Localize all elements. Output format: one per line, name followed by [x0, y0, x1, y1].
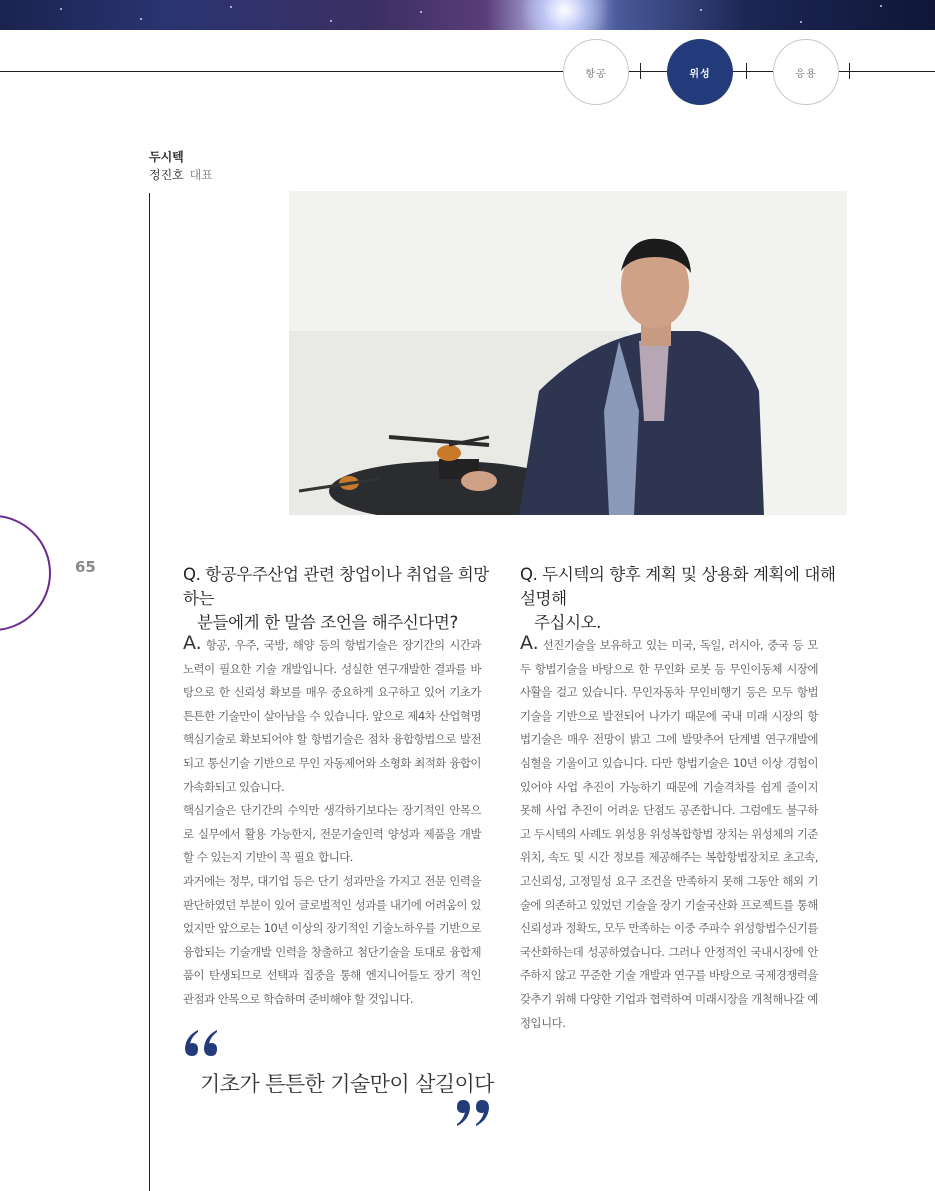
- banner-star: [800, 21, 802, 23]
- left-question: [183, 563, 503, 635]
- close-quote-icon: [454, 1098, 492, 1132]
- vertical-rule: [149, 193, 150, 1191]
- right-answer-p1: 선진기술을 보유하고 있는 미국, 독일, 러시아, 중국 등 모두 항법기술을 바탕으로 한 무인화 로봇 등 무인이동체 시장에 사활을 걸고 있습니다. 무인자동차 무인비행기 등은 모두 항법기술을 기반으로 발전되어 나가기 때문에 국내 미래 시장의 항법기술은 매우 전망이 밝고 그에 발맞추어 단계별 연구개발에 심혈을 기울이고 있습니다. 다만 항법기술은 10년 이상 경험이 있어야 사업 추진이 가능하기 때문에 기술격차를 쉽게 줄이지 못해 사업 추진이 어려운 단점도 공존합니다. 그럼에도 불구하고 두시텍의 사례도 위성용 위성복합항법 장치는 위성체의 기준위치, 속도 및 시간 정보를 제공해주는 복합항법장치로 초고속, 고신뢰성, 고정밀성 요구 조건을 만족하지 못해 그동안 해외 기술에 의존하고 있었던 기술을 장기 기술국산화 프로젝트를 통해 신뢰성과 정확도, 모두 만족하는 이중 주파수 위성항법수신기를 국산화하는데 성공하였습니다. 그러나 안정적인 국내시장에 안주하지 않고 꾸준한 기술 개발과 연구를 바탕으로 국제경쟁력을 갖추기 위해 다양한 기업과 협력하여 미래시장을 개척해나갈 예정입니다.: [520, 638, 818, 1030]
- banner-star: [330, 20, 332, 22]
- interviewee-line: [149, 166, 213, 183]
- nav-tick: [746, 63, 747, 79]
- left-answer-mark: A.: [183, 632, 202, 654]
- left-answer-p3: 과거에는 정부, 대기업 등은 단기 성과만을 가지고 전문 인력을 판단하였던 부분이 있어 글로벌적인 성과를 내기에 어려움이 있었지만 앞으로는 10년 이상의 장기적인 기술노하우를 기반으로 융합되는 기술개발 인력을 창출하고 첨단기술을 토대로 융합제품이 탄생되므로 선택과 집중을 통해 엔지니어들도 장기 적인 관점과 안목으로 학습하며 준비해야 할 것입니다.: [183, 873, 481, 1006]
- banner-star: [230, 6, 232, 8]
- right-answer: [520, 632, 818, 1035]
- left-question-line1: Q. 항공우주산업 관련 창업이나 취업을 희망하는: [183, 565, 489, 608]
- right-answer-mark: A.: [520, 632, 539, 654]
- interviewee-role: 대표: [189, 168, 213, 182]
- left-question-line2: 분들에게 한 말씀 조언을 해주신다면?: [197, 613, 458, 632]
- pull-quote-text: 기초가 튼튼한 기술만이 살길이다: [200, 1072, 494, 1096]
- open-quote-icon: [182, 1028, 220, 1062]
- right-question-line1: Q. 두시텍의 향후 계획 및 상용화 계획에 대해 설명해: [520, 565, 836, 608]
- left-answer-p1: 항공, 우주, 국방, 해양 등의 항법기술은 장기간의 시간과 노력이 필요한 기술 개발입니다. 성실한 연구개발한 결과를 바탕으로 한 신뢰성 확보를 매우 중요하게 요구하고 있어 기초가 튼튼한 기술만이 살아남을 수 있습니다. 앞으로 제4차 산업혁명 핵심기술로 확보되어야 할 항법기술은 점차 융합항법으로 발전 되고 통신기술 기반으로 무인 자동제어와 소형화 최적화 융합이 가속화되고 있습니다.: [183, 638, 481, 794]
- banner-star: [60, 8, 62, 10]
- banner-star: [140, 18, 142, 20]
- banner-star: [420, 11, 422, 13]
- nav-rule: [627, 71, 667, 72]
- interviewee-photo: [289, 191, 847, 515]
- banner-star: [880, 5, 882, 7]
- nav-tab-application[interactable]: 응용: [773, 39, 839, 105]
- right-question: [520, 563, 840, 635]
- right-question-line2: 주십시오.: [534, 613, 602, 632]
- nav-tab-satellite[interactable]: 위성: [667, 39, 733, 105]
- nav-rule: [728, 71, 773, 72]
- nav-rule: [0, 71, 565, 72]
- nav-tick: [849, 63, 850, 79]
- left-answer-p2: 핵심기술은 단기간의 수익만 생각하기보다는 장기적인 안목으로 실무에서 활용 가능한지, 전문기술인력 양성과 제품을 개발 할 수 있는지 기반이 꼭 필요 합니다.: [183, 803, 481, 865]
- banner-light-flare: [520, 0, 610, 30]
- page-number-arc: [0, 515, 51, 631]
- nav-tab-aviation[interactable]: 항공: [563, 39, 629, 105]
- photo-illustration: [289, 191, 847, 515]
- company-name: 두시텍: [149, 150, 184, 164]
- banner-star: [700, 9, 702, 11]
- left-answer: [183, 632, 481, 1012]
- page-number: 65: [75, 558, 96, 576]
- interviewee-name: 정진호: [149, 168, 184, 182]
- nav-tick: [640, 63, 641, 79]
- nav-rule: [835, 71, 935, 72]
- top-banner: [0, 0, 935, 30]
